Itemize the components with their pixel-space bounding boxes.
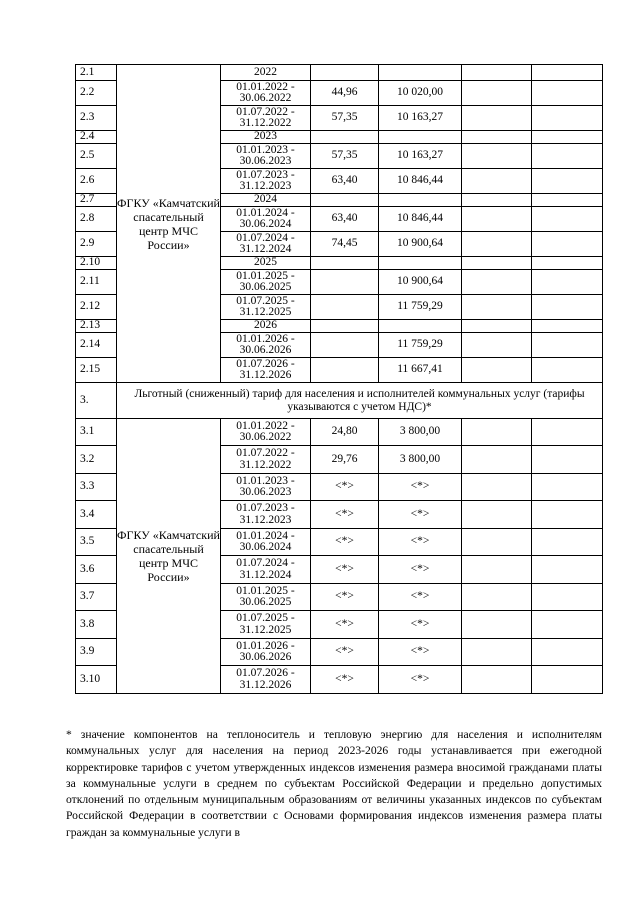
value-cell	[311, 320, 379, 333]
organization-cell: ФГКУ «Камчатский спасательный центр МЧС России»	[117, 65, 221, 383]
value-cell: <*>	[311, 501, 379, 529]
row-number: 3.7	[76, 584, 117, 611]
value-cell: 10 900,64	[379, 232, 462, 257]
value-cell: <*>	[311, 611, 379, 639]
period-cell: 01.01.2025 - 30.06.2025	[221, 270, 311, 295]
row-number: 3.8	[76, 611, 117, 639]
value-cell: <*>	[311, 584, 379, 611]
value-cell	[379, 320, 462, 333]
period-cell: 01.07.2026 - 31.12.2026	[221, 358, 311, 383]
value-cell	[379, 65, 462, 81]
row-number: 2.7	[76, 194, 117, 207]
value-cell	[379, 131, 462, 144]
empty-cell	[462, 556, 532, 584]
value-cell: <*>	[379, 529, 462, 556]
value-cell: 3 800,00	[379, 419, 462, 446]
empty-cell	[532, 666, 603, 694]
value-cell: <*>	[379, 639, 462, 666]
period-cell: 01.01.2026 - 30.06.2026	[221, 333, 311, 358]
empty-cell	[462, 169, 532, 194]
empty-cell	[532, 474, 603, 501]
row-number: 2.12	[76, 295, 117, 320]
value-cell: 74,45	[311, 232, 379, 257]
empty-cell	[462, 358, 532, 383]
value-cell	[311, 295, 379, 320]
footnote: * значение компонентов на теплоноситель и тепловую энергию для населения и исполнителям коммунальных услуг для населения на период 2023-2026 годы устанавливается при ежегодной корректировке тарифов с учетом утвержденных индексов изменения размера вносимой гражданами платы за коммунальные услуги в среднем по субъектам Российской Федерации и предельно допустимых отклонений по отдельным муниципальным образованиям от величины указанных индексов по субъектам Российской Федерации в соответствии с Основами формирования индексов изменения размера платы граждан за коммунальные услуги в	[66, 728, 602, 839]
empty-cell	[532, 419, 603, 446]
empty-cell	[532, 81, 603, 106]
row-number: 2.13	[76, 320, 117, 333]
row-number: 3.10	[76, 666, 117, 694]
year-cell: 2025	[221, 257, 311, 270]
row-number: 2.3	[76, 106, 117, 131]
empty-cell	[532, 207, 603, 232]
row-number: 2.2	[76, 81, 117, 106]
value-cell	[311, 270, 379, 295]
value-cell: 10 900,64	[379, 270, 462, 295]
empty-cell	[462, 333, 532, 358]
empty-cell	[462, 106, 532, 131]
row-number: 2.8	[76, 207, 117, 232]
row-number: 3.3	[76, 474, 117, 501]
row-number: 2.9	[76, 232, 117, 257]
value-cell: 10 163,27	[379, 144, 462, 169]
value-cell: 11 667,41	[379, 358, 462, 383]
period-cell: 01.07.2025 - 31.12.2025	[221, 295, 311, 320]
empty-cell	[462, 207, 532, 232]
year-cell: 2023	[221, 131, 311, 144]
tariff-table	[75, 64, 603, 694]
period-cell: 01.07.2023 - 31.12.2023	[221, 501, 311, 529]
empty-cell	[532, 320, 603, 333]
value-cell: <*>	[311, 529, 379, 556]
empty-cell	[532, 501, 603, 529]
empty-cell	[462, 474, 532, 501]
empty-cell	[462, 320, 532, 333]
empty-cell	[462, 144, 532, 169]
value-cell: <*>	[379, 666, 462, 694]
organization-cell: ФГКУ «Камчатский спасательный центр МЧС России»	[117, 419, 221, 694]
empty-cell	[532, 358, 603, 383]
empty-cell	[532, 232, 603, 257]
empty-cell	[532, 584, 603, 611]
empty-cell	[462, 81, 532, 106]
period-cell: 01.01.2024 - 30.06.2024	[221, 207, 311, 232]
empty-cell	[462, 529, 532, 556]
value-cell: <*>	[379, 584, 462, 611]
empty-cell	[532, 194, 603, 207]
row-number: 3.2	[76, 446, 117, 474]
empty-cell	[532, 270, 603, 295]
empty-cell	[462, 257, 532, 270]
empty-cell	[532, 639, 603, 666]
period-cell: 01.01.2023 - 30.06.2023	[221, 144, 311, 169]
empty-cell	[532, 446, 603, 474]
year-cell: 2022	[221, 65, 311, 81]
year-cell: 2026	[221, 320, 311, 333]
empty-cell	[462, 501, 532, 529]
value-cell: <*>	[379, 501, 462, 529]
value-cell	[311, 358, 379, 383]
row-number: 3.1	[76, 419, 117, 446]
empty-cell	[532, 144, 603, 169]
empty-cell	[462, 65, 532, 81]
value-cell: <*>	[379, 556, 462, 584]
value-cell: 29,76	[311, 446, 379, 474]
empty-cell	[532, 65, 603, 81]
row-number: 2.15	[76, 358, 117, 383]
empty-cell	[462, 295, 532, 320]
period-cell: 01.07.2022 - 31.12.2022	[221, 446, 311, 474]
value-cell: 44,96	[311, 81, 379, 106]
empty-cell	[462, 232, 532, 257]
row-number: 3.9	[76, 639, 117, 666]
period-cell: 01.07.2025 - 31.12.2025	[221, 611, 311, 639]
row-number: 3.4	[76, 501, 117, 529]
period-cell: 01.01.2023 - 30.06.2023	[221, 474, 311, 501]
value-cell: <*>	[311, 556, 379, 584]
section-number: 3.	[76, 383, 117, 419]
row-number: 2.11	[76, 270, 117, 295]
value-cell	[379, 194, 462, 207]
empty-cell	[462, 131, 532, 144]
empty-cell	[462, 194, 532, 207]
period-cell: 01.01.2022 - 30.06.2022	[221, 81, 311, 106]
period-cell: 01.01.2022 - 30.06.2022	[221, 419, 311, 446]
value-cell: <*>	[379, 611, 462, 639]
value-cell: <*>	[311, 474, 379, 501]
value-cell: 24,80	[311, 419, 379, 446]
empty-cell	[532, 529, 603, 556]
value-cell	[311, 333, 379, 358]
section-header-row	[76, 383, 603, 419]
empty-cell	[462, 639, 532, 666]
row-number: 3.5	[76, 529, 117, 556]
value-cell: 63,40	[311, 169, 379, 194]
value-cell: 10 846,44	[379, 169, 462, 194]
year-cell: 2024	[221, 194, 311, 207]
period-cell: 01.01.2024 - 30.06.2024	[221, 529, 311, 556]
value-cell: 10 020,00	[379, 81, 462, 106]
empty-cell	[532, 257, 603, 270]
value-cell	[379, 257, 462, 270]
empty-cell	[532, 131, 603, 144]
value-cell: <*>	[311, 639, 379, 666]
value-cell: 11 759,29	[379, 333, 462, 358]
empty-cell	[462, 446, 532, 474]
empty-cell	[462, 611, 532, 639]
table-row	[76, 419, 603, 446]
value-cell: 57,35	[311, 106, 379, 131]
value-cell: 57,35	[311, 144, 379, 169]
empty-cell	[532, 295, 603, 320]
value-cell	[311, 65, 379, 81]
empty-cell	[532, 169, 603, 194]
value-cell: <*>	[311, 666, 379, 694]
row-number: 2.6	[76, 169, 117, 194]
empty-cell	[532, 333, 603, 358]
row-number: 2.1	[76, 65, 117, 81]
value-cell: 63,40	[311, 207, 379, 232]
value-cell	[311, 257, 379, 270]
row-number: 3.6	[76, 556, 117, 584]
value-cell: 10 163,27	[379, 106, 462, 131]
period-cell: 01.07.2024 - 31.12.2024	[221, 556, 311, 584]
empty-cell	[532, 106, 603, 131]
value-cell: <*>	[379, 474, 462, 501]
value-cell	[311, 131, 379, 144]
row-number: 2.10	[76, 257, 117, 270]
value-cell: 11 759,29	[379, 295, 462, 320]
table-row	[76, 65, 603, 81]
empty-cell	[462, 584, 532, 611]
period-cell: 01.01.2025 - 30.06.2025	[221, 584, 311, 611]
empty-cell	[462, 666, 532, 694]
row-number: 2.5	[76, 144, 117, 169]
value-cell	[311, 194, 379, 207]
period-cell: 01.07.2024 - 31.12.2024	[221, 232, 311, 257]
empty-cell	[462, 419, 532, 446]
empty-cell	[532, 611, 603, 639]
section-title: Льготный (сниженный) тариф для населения и исполнителей коммунальных услуг (тарифы указываются с учетом НДС)*	[117, 383, 603, 419]
row-number: 2.4	[76, 131, 117, 144]
empty-cell	[532, 556, 603, 584]
value-cell: 10 846,44	[379, 207, 462, 232]
row-number: 2.14	[76, 333, 117, 358]
period-cell: 01.07.2026 - 31.12.2026	[221, 666, 311, 694]
period-cell: 01.07.2023 - 31.12.2023	[221, 169, 311, 194]
value-cell: 3 800,00	[379, 446, 462, 474]
period-cell: 01.07.2022 - 31.12.2022	[221, 106, 311, 131]
period-cell: 01.01.2026 - 30.06.2026	[221, 639, 311, 666]
empty-cell	[462, 270, 532, 295]
